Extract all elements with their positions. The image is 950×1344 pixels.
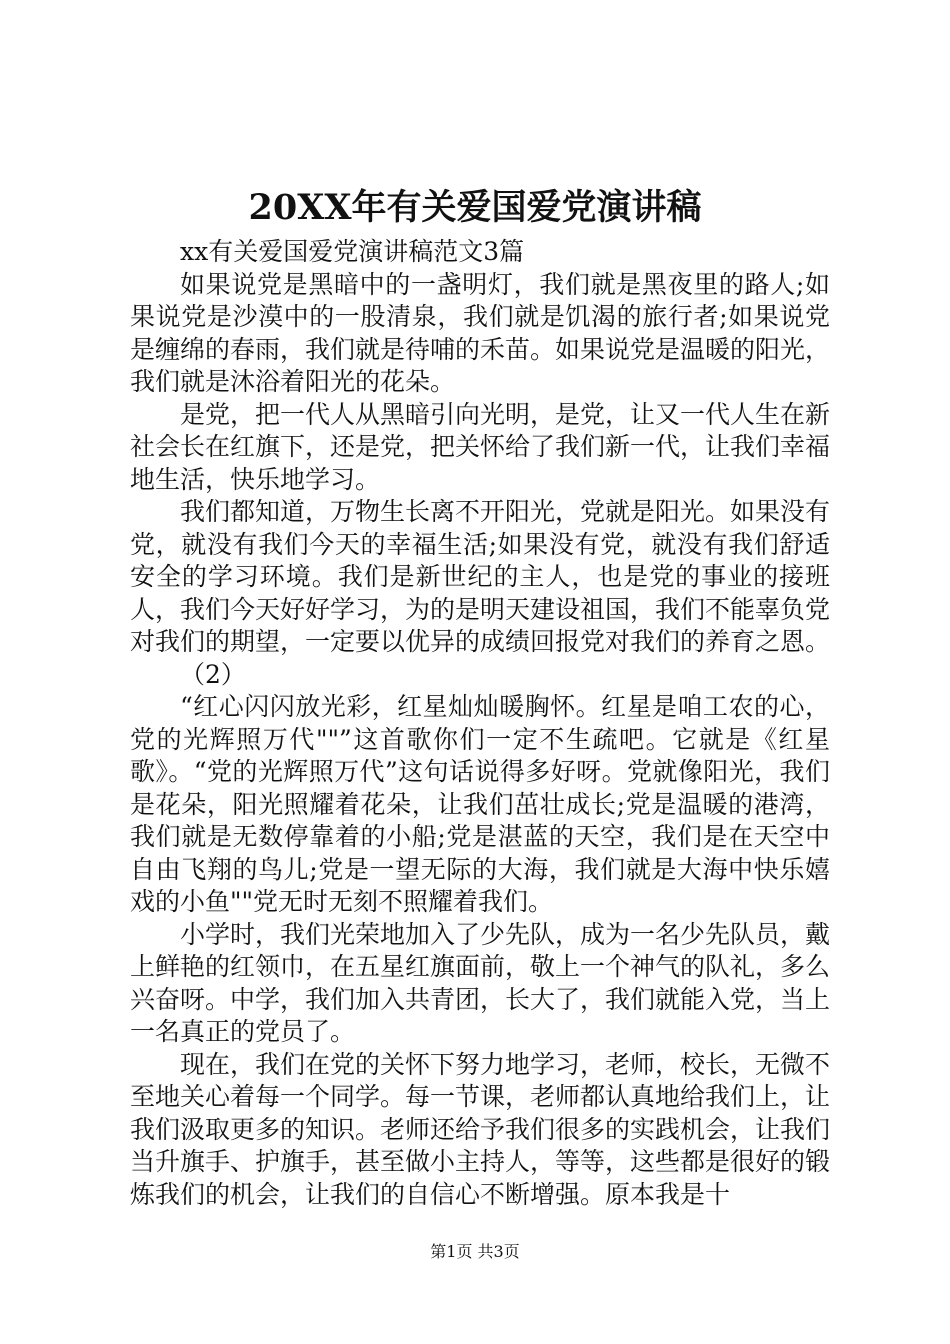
section-number: （2）	[180, 659, 246, 689]
document-body	[130, 236, 830, 1211]
document-title: 20XX年有关爱国爱党演讲稿	[248, 187, 702, 228]
subtitle-paragraph: xx有关爱国爱党演讲稿范文3篇	[180, 237, 525, 266]
body-paragraph: 是党，把一代人从黑暗引向光明，是党，让又一代人生在新社会长在红旗下，还是党，把关怀给了我们新一代，让我们幸福地生活，快乐地学习。	[130, 399, 831, 494]
body-paragraph: 我们都知道，万物生长离不开阳光，党就是阳光。如果没有党，就没有我们今天的幸福生活;如果没有党，就没有我们舒适安全的学习环境。我们是新世纪的主人，也是党的事业的接班人，我们今天好好学习，为的是明天建设祖国，我们不能辜负党对我们的期望，一定要以优异的成绩回报党对我们的养育之恩。	[130, 497, 831, 656]
body-paragraph: “红心闪闪放光彩，红星灿灿暖胸怀。红星是咱工农的心，党的光辉照万代""”这首歌你们一定不生疏吧。它就是《红星歌》。“党的光辉照万代”这句话说得多好呀。党就像阳光，我们是花朵，阳光照耀着花朵，让我们茁壮成长;党是温暖的港湾，我们就是无数停靠着的小船;党是湛蓝的天空，我们是在天空中自由飞翔的鸟儿;党是一望无际的大海，我们就是大海中快乐嬉戏的小鱼""党无时无刻不照耀着我们。	[130, 692, 830, 916]
body-paragraph: 如果说党是黑暗中的一盏明灯，我们就是黑夜里的路人;如果说党是沙漠中的一股清泉，我们就是饥渴的旅行者;如果说党是缠绵的春雨，我们就是待哺的禾苗。如果说党是温暖的阳光，我们就是沐浴着阳光的花朵。	[130, 269, 831, 396]
body-paragraph: 小学时，我们光荣地加入了少先队，成为一名少先队员，戴上鲜艳的红领巾，在五星红旗面前，敬上一个神气的队礼，多么兴奋呀。中学，我们加入共青团，长大了，我们就能入党，当上一名真正的党员了。	[130, 919, 831, 1046]
page-footer: 第1页 共3页	[430, 1242, 520, 1261]
body-paragraph: 现在，我们在党的关怀下努力地学习，老师，校长，无微不至地关心着每一个同学。每一节课，老师都认真地给我们上，让我们汲取更多的知识。老师还给予我们很多的实践机会，让我们当升旗手、护旗手，甚至做小主持人，等等，这些都是很好的锻炼我们的机会，让我们的自信心不断增强。原本我是十	[130, 1049, 831, 1209]
